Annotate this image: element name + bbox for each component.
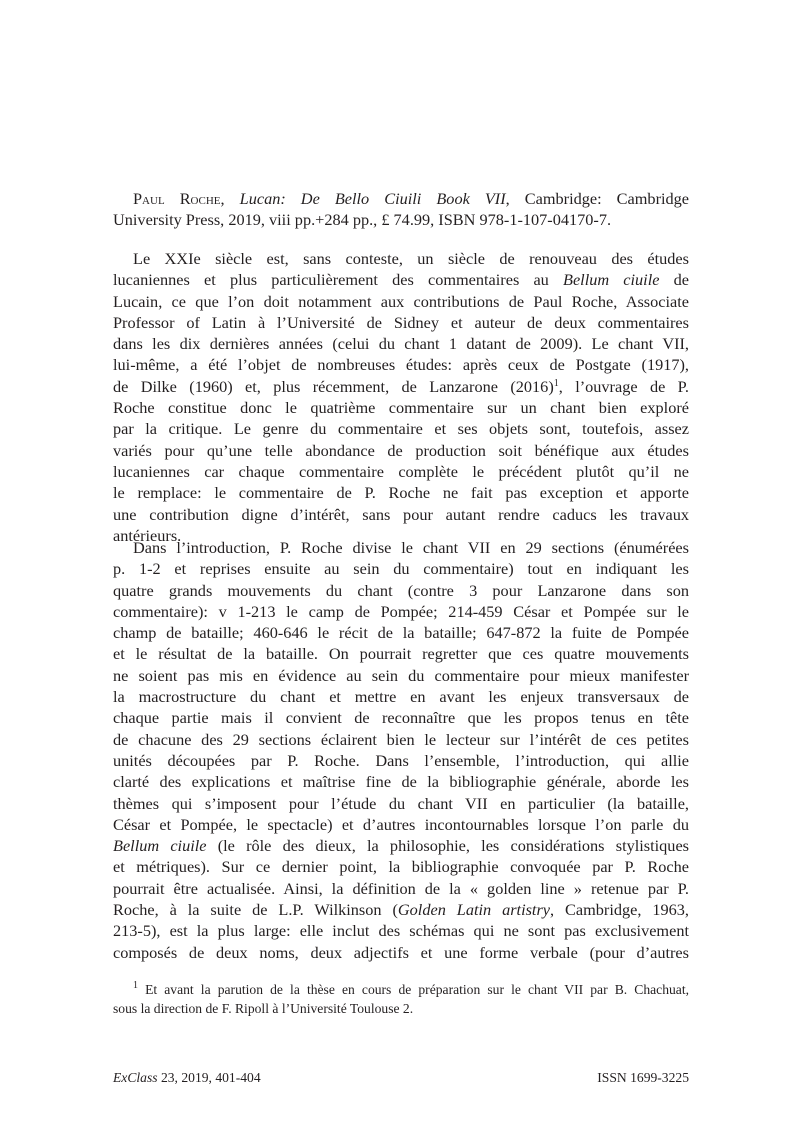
text-line xyxy=(113,537,689,558)
text-line xyxy=(113,440,689,461)
text-segment: unités découpées par P. Roche. Dans l’ensemble, l’introduction, qui allie xyxy=(113,750,689,770)
text-segment: lucaniennes et plus particulièrement des commentaires au xyxy=(113,270,563,290)
text-segment: le remplace: le commentaire de P. Roche ne fait pas exception et apporte xyxy=(113,483,689,503)
text-line xyxy=(113,999,689,1018)
text-segment: clarté des explications et maîtrise fine de la bibliographie générale, aborde les xyxy=(113,772,689,792)
text-segment: de chacune des 29 sections éclairent bien le lecteur sur l’intérêt de ces petites xyxy=(113,729,689,749)
text-segment: lucaniennes car chaque commentaire complète le précédent plutôt qu’il ne xyxy=(113,461,689,481)
text-line xyxy=(113,354,689,375)
text-segment: et le résultat de la bataille. On pourrait regretter que ces quatre mouvements xyxy=(113,644,689,664)
issn: ISSN 1699-3225 xyxy=(597,1070,689,1085)
text-line xyxy=(113,729,689,750)
italic-text: Bellum ciuile xyxy=(563,270,660,290)
text-segment: , xyxy=(220,189,240,208)
text-line xyxy=(113,899,689,920)
text-line xyxy=(113,814,689,835)
text-line xyxy=(113,686,689,707)
text-segment: une contribution digne d’intérêt, sans pour autant rendre caducs les travaux xyxy=(113,504,689,524)
text-line xyxy=(113,504,689,525)
text-segment: Et avant la parution de la thèse en cours de préparation sur le chant VII par B. Chachuat, xyxy=(138,982,689,997)
text-segment: , l’ouvrage de P. xyxy=(558,376,689,396)
text-line xyxy=(113,622,689,643)
text-line xyxy=(113,248,689,269)
text-segment: lui-même, a été l’objet de nombreuses études: après ceux de Postgate (1917), xyxy=(113,355,689,375)
text-segment: thèmes qui s’imposent pour l’étude du chant VII en particulier (la bataille, xyxy=(113,793,689,813)
text-segment: Paul Roche xyxy=(133,189,221,208)
text-line xyxy=(113,312,689,333)
text-segment: Dans l’introduction, P. Roche divise le chant VII en 29 sections (énumérées xyxy=(133,538,689,557)
text-segment: champ de bataille; 460-646 le récit de la bataille; 647-872 la fuite de Pompée xyxy=(113,623,689,643)
footnote-marker: 1 xyxy=(553,377,559,389)
text-segment: Roche, à la suite de L.P. Wilkinson ( xyxy=(113,900,398,920)
text-segment: pourrait être actualisée. Ainsi, la définition de la « golden line » retenue par P. xyxy=(113,878,689,898)
text-segment: , Cambridge: Cambridge xyxy=(505,189,689,208)
footnote xyxy=(113,980,689,1018)
text-segment: dans les dix dernières années (celui du chant 1 datant de 2009). Le chant VII, xyxy=(113,334,689,354)
text-segment: composés de deux noms, deux adjectifs et une forme verbale (pour d’autres xyxy=(113,942,689,962)
text-segment: la macrostructure du chant et mettre en avant les enjeux transversaux de xyxy=(113,687,689,707)
text-line xyxy=(113,665,689,686)
text-segment: et métriques). Sur ce dernier point, la bibliographie convoquée par P. Roche xyxy=(113,857,689,877)
paragraph-1 xyxy=(113,248,689,546)
text-segment: quatre grands mouvements du chant (contre 3 pour Lanzarone dans son xyxy=(113,580,689,600)
text-segment: par la critique. Le genre du commentaire et ses objets sont, toutefois, assez xyxy=(113,419,689,439)
text-segment: p. 1-2 et reprises ensuite au sein du commentaire) tout en indiquant les xyxy=(113,559,689,579)
text-line xyxy=(113,856,689,877)
text-line xyxy=(113,707,689,728)
text-line xyxy=(113,482,689,503)
text-line xyxy=(113,333,689,354)
journal-details: 23, 2019, 401-404 xyxy=(157,1070,261,1085)
text-line xyxy=(113,601,689,622)
text-segment: University Press, 2019, viii pp.+284 pp., £ 74.99, ISBN 978-1-107-04170-7. xyxy=(113,210,612,230)
text-line xyxy=(113,269,689,290)
italic-text: Golden Latin artistry xyxy=(397,900,551,920)
text-line xyxy=(113,980,689,999)
text-segment: 213-5), est la plus large: elle inclut des schémas qui ne sont pas exclusivement xyxy=(113,921,689,941)
text-line xyxy=(113,942,689,963)
text-line xyxy=(113,793,689,814)
bibliographic-citation xyxy=(113,188,689,231)
text-line xyxy=(113,418,689,439)
italic-text: Bellum ciuile xyxy=(113,836,207,856)
page-footer xyxy=(113,1070,689,1086)
text-segment: commentaire): v 1-213 le camp de Pompée; 214-459 César et Pompée sur le xyxy=(113,601,689,621)
text-segment: Professor of Latin à l’Université de Sidney et auteur de deux commentaires xyxy=(113,312,689,332)
text-segment: antérieurs. xyxy=(113,525,182,545)
text-segment: sous la direction de F. Ripoll à l’Université Toulouse 2. xyxy=(113,1001,414,1016)
text-line xyxy=(113,397,689,418)
text-line xyxy=(113,376,689,397)
journal-name: ExClass xyxy=(113,1070,158,1085)
text-line xyxy=(113,291,689,312)
text-segment: ne soient pas mis en évidence au sein du commentaire pour mieux manifester xyxy=(113,665,689,685)
text-line xyxy=(113,750,689,771)
text-segment: variés pour qu’une telle abondance de production soit bénéfique aux études xyxy=(113,440,689,460)
text-line xyxy=(113,920,689,941)
journal-reference xyxy=(113,1070,261,1086)
text-line xyxy=(113,835,689,856)
text-segment: Lucain, ce que l’on doit notamment aux contributions de Paul Roche, Associate xyxy=(113,291,689,311)
text-segment: chaque partie mais il convient de reconnaître que les propos tenus en tête xyxy=(113,708,689,728)
text-segment: César et Pompée, le spectacle) et d’autres incontournables lorsque l’on parle du xyxy=(113,814,689,834)
text-line xyxy=(113,461,689,482)
footnote-marker: 1 xyxy=(133,980,138,991)
text-line xyxy=(113,580,689,601)
text-segment: Le XXIe siècle est, sans conteste, un siècle de renouveau des études xyxy=(133,249,689,268)
text-segment: , Cambridge, 1963, xyxy=(550,900,689,920)
text-segment: Roche constitue donc le quatrième commentaire sur un chant bien exploré xyxy=(113,398,689,418)
text-segment: (le rôle des dieux, la philosophie, les considérations stylistiques xyxy=(206,836,689,856)
text-line xyxy=(113,188,689,209)
text-line xyxy=(113,643,689,664)
text-line xyxy=(113,558,689,579)
italic-text: Lucan: De Bello Ciuili Book VII xyxy=(239,189,506,208)
text-segment: de Dilke (1960) et, plus récemment, de Lanzarone (2016) xyxy=(113,376,554,396)
text-line xyxy=(113,209,689,230)
text-line xyxy=(113,771,689,792)
text-line xyxy=(113,878,689,899)
paragraph-2 xyxy=(113,537,689,963)
text-segment: de xyxy=(659,270,689,290)
